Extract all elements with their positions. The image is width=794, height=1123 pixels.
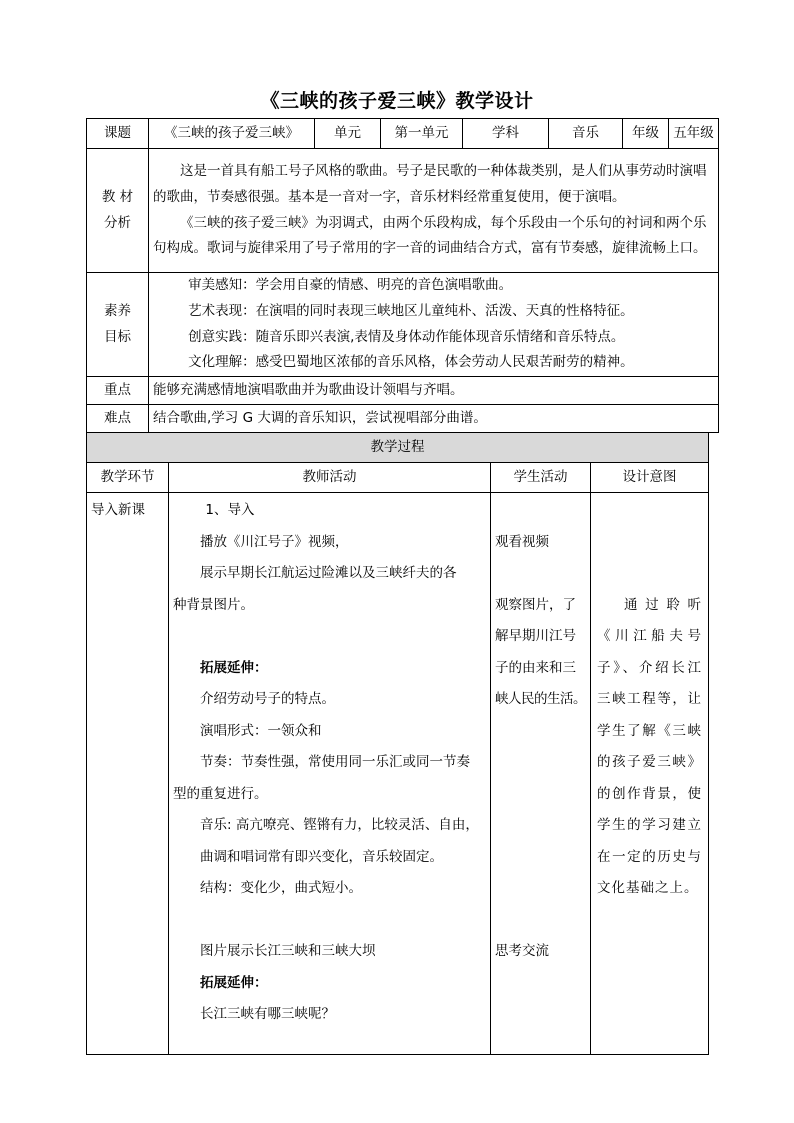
goals-content <box>149 273 719 377</box>
document-title: 《三峡的孩子爱三峡》教学设计 <box>260 90 534 112</box>
grade-value: 五年级 <box>669 119 719 149</box>
teacher-activity-cell <box>169 493 491 1055</box>
teacher-line: 节奏：节奏性强，常使用同一乐汇或同一节奏 <box>200 754 470 770</box>
unit-value: 第一单元 <box>381 119 463 149</box>
student-line: 峡人民的生活。 <box>495 691 586 707</box>
key-point-label: 重点 <box>87 377 149 405</box>
goal-item: 艺术表现：在演唱的同时表现三峡地区儿童纯朴、活泼、天真的性格特征。 <box>188 302 634 319</box>
teacher-line: 型的重复进行。 <box>173 785 268 802</box>
header-intent: 设计意图 <box>591 463 709 493</box>
analysis-paragraph: 这是一首具有船工号子风格的歌曲。号子是民歌的一种体裁类别，是人们从事劳动时演唱的歌曲，节奏感很强。基本是一音对一字，音乐材料经常重复使用，便于演唱。 <box>153 163 707 205</box>
lesson-value: 《三峡的孩子爱三峡》 <box>149 119 315 149</box>
student-activity-cell <box>491 493 591 1055</box>
goal-item: 创意实践：随音乐即兴表演,表情及身体动作能体现音乐情绪和音乐特点。 <box>188 328 625 345</box>
analysis-content <box>149 149 719 273</box>
teacher-line: 种背景图片。 <box>173 596 254 613</box>
teacher-line: 音乐: 高亢嘹亮、铿锵有力，比较灵活、自由， <box>200 817 479 833</box>
teacher-line: 结构：变化少，曲式短小。 <box>200 880 362 896</box>
header-teacher: 教师活动 <box>169 463 491 493</box>
goal-item: 审美感知：学会用自豪的情感、明亮的音色演唱歌曲。 <box>188 277 513 294</box>
difficulty-text: 结合歌曲,学习 G 大调的音乐知识，尝试视唱部分曲谱。 <box>149 405 719 433</box>
analysis-paragraph: 《三峡的孩子爱三峡》为羽调式，由两个乐段构成，每个乐段由一个乐句的衬词和两个乐句构成。歌词与旋律采用了号子常用的字一音的词曲结合方式，富有节奏感，旋律流畅上口。 <box>153 214 707 257</box>
teacher-line: 图片展示长江三峡和三峡大坝 <box>200 943 376 959</box>
stage-cell <box>87 493 169 1055</box>
unit-label: 单元 <box>315 119 381 149</box>
goal-item: 文化理解：感受巴蜀地区浓郁的音乐风格，体会劳动人民艰苦耐劳的精神。 <box>188 354 634 371</box>
subject-value: 音乐 <box>549 119 623 149</box>
teacher-line: 长江三峡有哪三峡呢？ <box>200 1006 335 1022</box>
analysis-label: 教 材 分析 <box>87 149 149 273</box>
difficulty-label: 难点 <box>87 405 149 433</box>
student-line: 思考交流 <box>495 943 549 959</box>
process-banner: 教学过程 <box>87 433 709 463</box>
lesson-label: 课题 <box>87 119 149 149</box>
teacher-line: 介绍劳动号子的特点。 <box>200 691 335 707</box>
header-stage: 教学环节 <box>87 463 169 493</box>
goals-label: 素养 目标 <box>87 273 149 377</box>
design-intent-text: 通过聆听《川江船夫号子》、介绍长江三峡工程等，让学生了解《三峡的孩子爱三峡》的创作背景，使学生的学习建立在一定的历史与文化基础之上。 <box>597 596 702 896</box>
teacher-line: 播放《川江号子》视频， <box>200 533 349 550</box>
subject-label: 学科 <box>463 119 549 149</box>
teacher-extend-heading: 拓展延伸： <box>200 659 268 676</box>
teacher-extend-heading: 拓展延伸： <box>200 974 268 991</box>
student-line: 解早期川江号 <box>495 628 576 644</box>
lesson-info-table <box>86 118 719 433</box>
student-line: 观察图片，了 <box>495 596 576 613</box>
header-student: 学生活动 <box>491 463 591 493</box>
teacher-line: 曲调和唱词常有即兴变化，音乐较固定。 <box>200 848 443 865</box>
teacher-line: 展示早期长江航运过险滩以及三峡纤夫的各 <box>200 565 457 581</box>
design-intent-cell <box>591 493 709 1055</box>
teacher-step: 1、导入 <box>205 502 255 518</box>
student-line: 观看视频 <box>495 533 549 550</box>
student-line: 子的由来和三 <box>495 659 576 676</box>
teacher-line: 演唱形式：一领众和 <box>200 722 322 739</box>
key-point-text: 能够充满感情地演唱歌曲并为歌曲设计领唱与齐唱。 <box>149 377 719 405</box>
grade-label: 年级 <box>623 119 669 149</box>
teaching-process-table <box>86 432 709 1055</box>
stage-name: 导入新课 <box>91 502 145 518</box>
